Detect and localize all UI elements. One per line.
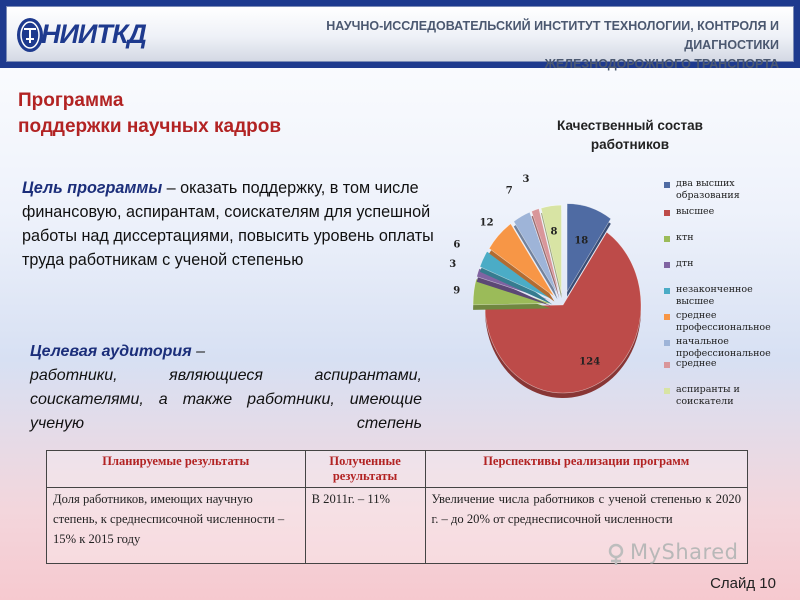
pie-value-label: 7	[505, 185, 513, 197]
table-header-row	[47, 451, 748, 488]
goal-text: – оказать поддержку, в том числе финансовую, аспирантам, соискателям для успешной работы над диссертациями, повысить уровень оплаты труда работникам с ученой степенью	[22, 179, 434, 269]
goal-lead: Цель программы	[22, 179, 163, 197]
legend-label: два высших образования	[676, 178, 740, 201]
legend-label: высшее	[676, 206, 715, 217]
legend-label: среднее профессиональное	[676, 310, 771, 333]
legend-item	[664, 206, 794, 218]
audience-dash: –	[191, 343, 205, 360]
table-cell: В 2011г. – 11%	[305, 488, 425, 564]
title-line-1: Программа	[18, 90, 124, 111]
legend-swatch	[664, 288, 670, 294]
legend-swatch	[664, 236, 670, 242]
legend-swatch	[664, 262, 670, 268]
watermark: MyShared	[630, 540, 739, 564]
audience-text: работники, являющиеся аспирантами, соискателями, а также работники, имеющие ученую степень	[30, 367, 422, 432]
slide-number: Слайд 10	[710, 575, 776, 592]
legend-item	[664, 310, 794, 333]
legend-label: начальное профессиональное	[676, 336, 771, 359]
institute-line-1: НАУЧНО-ИССЛЕДОВАТЕЛЬСКИЙ ИНСТИТУТ ТЕХНОЛОГИИ, КОНТРОЛЯ И ДИАГНОСТИКИ	[326, 19, 779, 52]
pie-value-label: 12	[479, 217, 494, 229]
legend-swatch	[664, 182, 670, 188]
legend-swatch	[664, 388, 670, 394]
table-cell: Доля работников, имеющих научную степень, к среднесписочной численности – 15% к 2015 году	[47, 488, 306, 564]
legend-item	[664, 232, 794, 244]
legend-item	[664, 336, 794, 359]
pie-value-label: 3	[522, 174, 530, 186]
legend-swatch	[664, 210, 670, 216]
audience-lead: Целевая аудитория	[30, 343, 192, 360]
title-line-2: поддержки научных кадров	[18, 116, 282, 137]
legend-label: аспиранты и соискатели	[676, 384, 740, 407]
pie-value-label: 6	[453, 239, 461, 251]
pie-value-label: 124	[579, 356, 601, 368]
legend-label: незаконченное высшее	[676, 284, 753, 307]
pie-value-label: 18	[574, 235, 589, 247]
legend-swatch	[664, 362, 670, 368]
legend-label: дтн	[676, 258, 694, 269]
legend-swatch	[664, 314, 670, 320]
legend-item	[664, 178, 794, 201]
pie-value-label: 8	[550, 226, 558, 238]
institute-line-2: ЖЕЛЕЗНОДОРОЖНОГО ТРАНСПОРТА	[544, 57, 779, 71]
legend-item	[664, 358, 794, 370]
legend-label: ктн	[676, 232, 694, 243]
legend-swatch	[664, 340, 670, 346]
logo-text: НИИТКД	[41, 19, 146, 49]
table-cell: Увеличение числа работников с ученой степенью к 2020 г. – до 20% от среднесписочной численности	[425, 488, 747, 564]
column-header: Планируемые результаты	[47, 451, 306, 488]
legend-item	[664, 384, 794, 407]
watermark-icon	[606, 542, 626, 566]
legend-item	[664, 284, 794, 307]
chart-title: Качественный состав работников	[557, 118, 703, 152]
column-header: Полученные результаты	[305, 451, 425, 488]
pie-value-label: 3	[449, 258, 457, 270]
pie-value-label: 9	[453, 285, 461, 297]
column-header: Перспективы реализации программ	[425, 451, 747, 488]
legend-label: среднее	[676, 358, 717, 369]
legend-item	[664, 258, 794, 270]
